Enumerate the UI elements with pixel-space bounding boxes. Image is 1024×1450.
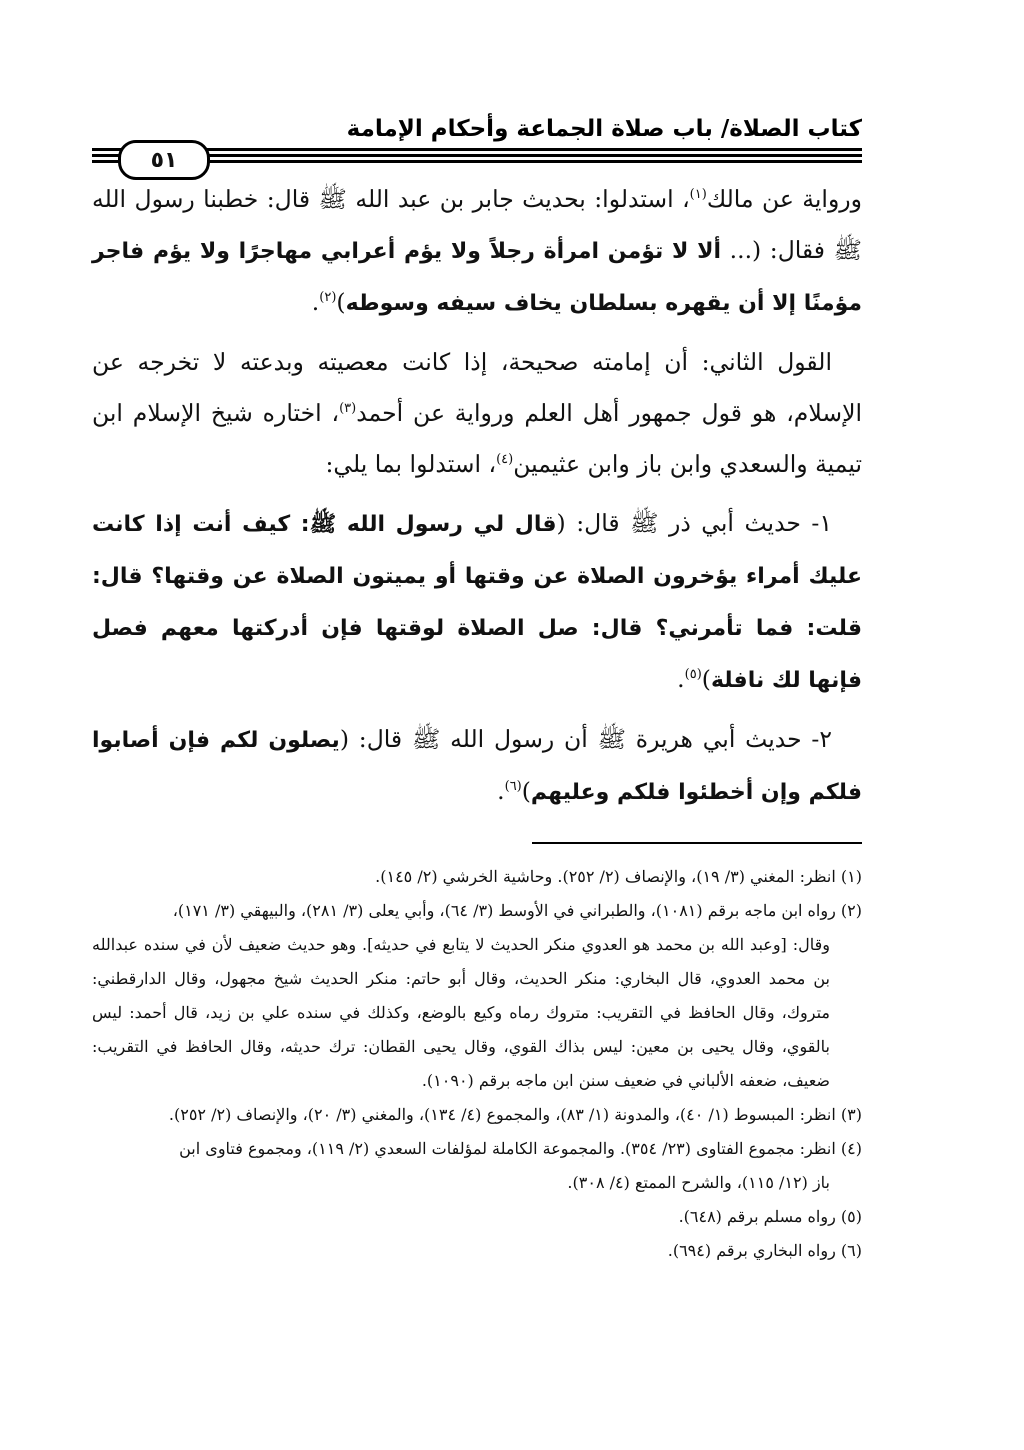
text-run: ) <box>336 288 346 316</box>
footnote-ref-5[interactable]: (٥) <box>684 667 702 683</box>
running-title: كتاب الصلاة/ باب صلاة الجماعة وأحكام الإمامة <box>346 116 862 142</box>
footnote-ref-1[interactable]: (١) <box>689 187 707 203</box>
footnote-4-first-line: (٤) انظر: مجموع الفتاوى (٢٣/ ٣٥٤). والمجموعة الكاملة لمؤلفات السعدي (٢/ ١١٩)، ومجموع فتاوى ابن <box>179 1139 862 1158</box>
footnote-2-continuation: وقال: [وعبد الله بن محمد هو العدوي منكر الحديث لا يتابع في حديثه]. وهو حديث ضعيف لأن في سنده عبدالله بن محمد العدوي، قال البخاري: منكر الحديث، وقال أبو حاتم: منكر الحديث شيخ مجهول، وقال الدارقطني: متروك، وقال الحافظ في التقريب: متروك رماه وكيع بالوضع، وكذلك في سنده علي بن زيد، قال أحمد: ليس بالقوي، وقال يحيى بن معين: ليس بذاك القوي، وقال يحيى القطان: ترك حديثه، وقال الحافظ في التقريب: ضعيف، ضعفه الألباني في ضعيف سنن ابن ماجه برقم (١٠٩٠). <box>92 935 830 1090</box>
footnotes <box>92 860 862 1268</box>
text-run: ، استدلوا بما يلي: <box>325 450 497 478</box>
hadith-text: قال لي رسول الله ﷺ: كيف أنت إذا كانت عليك أمراء يؤخرون الصلاة عن وقتها أو يميتون الصلاة عن وقتها؟ قال: قلت: فما تأمرني؟ قال: صل الصلاة لوقتها فإن أدركتها معهم فصل فإنها لك نافلة <box>92 512 862 693</box>
paragraph-3 <box>92 498 862 706</box>
text-run: ورواية عن مالك <box>706 185 862 213</box>
footnote-2 <box>92 894 862 1098</box>
paragraph-1 <box>92 174 862 329</box>
text-run: . <box>677 665 685 693</box>
page-number: ٥١ <box>118 140 210 180</box>
hadith-text: ألا لا تؤمن امرأة رجلاً ولا يؤم أعرابي مهاجرًا ولا يؤم فاجر مؤمنًا إلا أن يقهره بسلطان يخاف سيفه وسوطه <box>92 239 862 316</box>
text-run: . <box>497 777 505 805</box>
footnote-ref-6[interactable]: (٦) <box>504 779 522 795</box>
hadith-text: يصلون لكم فإن أصابوا فلكم وإن أخطئوا فلكم وعليهم <box>92 728 862 805</box>
footnote-2-first-line: (٢) رواه ابن ماجه برقم (١٠٨١)، والطبراني في الأوسط (٣/ ٦٤)، وأبي يعلى (٣/ ٢٨١)، والبيهقي (٣/ ١٧١)، <box>172 901 862 920</box>
footnote-separator <box>532 842 862 844</box>
text-run: ٢- حديث أبي هريرة ﷺ أن رسول الله ﷺ قال: ( <box>339 725 832 753</box>
paragraph-2 <box>92 337 862 490</box>
text-run: . <box>311 288 320 316</box>
running-header <box>92 100 862 184</box>
text-run: ) <box>521 777 531 805</box>
footnote-4-continuation: باز (١٢/ ١١٥)، والشرح الممتع (٤/ ٣٠٨). <box>567 1173 830 1192</box>
footnote-3: (٣) انظر: المبسوط (١/ ٤٠)، والمدونة (١/ ٨٣)، والمجموع (٤/ ١٣٤)، والمغني (٣/ ٢٠)، والإنصاف (٢/ ٢٥٢). <box>168 1105 862 1124</box>
footnote-5: (٥) رواه مسلم برقم (٦٤٨). <box>678 1207 862 1226</box>
footnote-6: (٦) رواه البخاري برقم (٦٩٤). <box>667 1241 862 1260</box>
text-run: ) <box>701 665 711 693</box>
text-run: ١- حديث أبي ذر ﷺ قال: ( <box>556 509 832 537</box>
main-text <box>92 174 862 818</box>
text-run: القول الثاني: أن إمامته صحيحة، إذا كانت معصيته وبدعته لا تخرجه عن الإسلام، هو قول جمهور أهل العلم ورواية عن أحمد <box>92 348 862 427</box>
book-page <box>92 100 862 1268</box>
text-run: ، اختاره شيخ الإسلام ابن تيمية والسعدي وابن باز وابن عثيمين <box>92 399 862 478</box>
paragraph-4 <box>92 714 862 818</box>
footnote-ref-3[interactable]: (٣) <box>339 401 357 417</box>
text-run: ، استدلوا: بحديث جابر بن عبد الله ﷺ قال: خطبنا رسول الله ﷺ فقال: (... <box>92 185 862 264</box>
footnote-ref-4[interactable]: (٤) <box>496 452 514 468</box>
footnote-4 <box>92 1132 862 1200</box>
footnote-1: (١) انظر: المغني (٣/ ١٩)، والإنصاف (٢/ ٢٥٢). وحاشية الخرشي (٢/ ١٤٥). <box>375 867 862 886</box>
footnote-ref-2[interactable]: (٢) <box>319 290 337 306</box>
